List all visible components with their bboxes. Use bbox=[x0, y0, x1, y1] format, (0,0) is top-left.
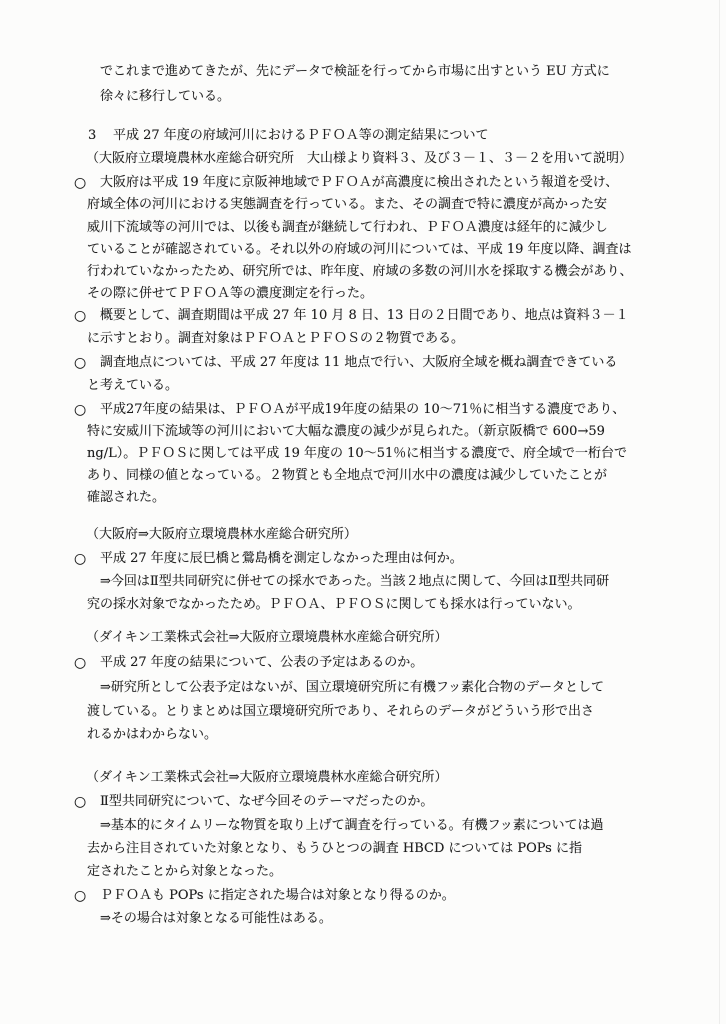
question-text: 平成 27 年度に辰巳橋と鶯島橋を測定しなかった理由は何か。 bbox=[100, 551, 463, 566]
section-note: （大阪府立環境農林水産総合研究所 大山様より資料３、及び３－１、３－２を用いて説明） bbox=[86, 151, 633, 166]
answer-line: 究の採水対象でなかったため。ＰＦＯＡ、ＰＦＯＳに関しても採水は行っていない。 bbox=[87, 597, 581, 612]
section-number: 3 bbox=[88, 128, 97, 143]
paragraph-line: 調査地点については、平成 27 年度は 11 地点で行い、大阪府全域を概ね調査できている bbox=[100, 355, 618, 370]
answer-line: 去から注目されていた対象となり、もうひとつの調査 HBCD については POPs に指 bbox=[87, 841, 582, 856]
paragraph-line: 府域全体の河川における実態調査を行っている。また、その調査で特に濃度が高かった安 bbox=[87, 197, 608, 212]
answer-line: 渡している。とりまとめは国立環境研究所であり、それらのデータがどういう形で出さ bbox=[87, 704, 595, 719]
intro-line: でこれまで進めてきたが、先にデータで検証を行ってから市場に出すという EU 方式に bbox=[100, 64, 610, 79]
section-title: 平成 27 年度の府域河川におけるＰＦＯＡ等の測定結果について bbox=[113, 128, 489, 143]
paragraph-line: 行われていなかったため、研究所では、昨年度、府域の多数の河川水を採取する機会があり、 bbox=[87, 264, 633, 279]
bullet-marker: ○ bbox=[74, 551, 87, 567]
bullet-marker: ○ bbox=[74, 402, 87, 418]
answer-line: ⇒研究所として公表予定はないが、国立環境研究所に有機フッ素化合物のデータとして bbox=[100, 680, 604, 695]
paragraph-line: 特に安威川下流域等の河川において大幅な濃度の減少が見られた。（新京阪橋で 600→59 bbox=[87, 424, 605, 439]
paragraph-line: 威川下流域等の河川では、以後も調査が継続して行われ、ＰＦＯＡ濃度は経年的に減少し bbox=[87, 220, 608, 235]
qa-direction: （ダイキン工業株式会社⇒大阪府立環境農林水産総合研究所） bbox=[86, 770, 448, 785]
paragraph-line: その際に併せてＰＦＯＡ等の濃度測定を行った。 bbox=[87, 286, 374, 301]
bullet-marker: ○ bbox=[74, 355, 87, 371]
answer-line: 定されたことから対象となった。 bbox=[87, 864, 283, 879]
question-text: Ⅱ型共同研究について、なぜ今回そのテーマだったのか。 bbox=[100, 794, 434, 809]
paragraph-line: 大阪府は平成 19 年度に京阪神地域でＰＦＯＡが高濃度に検出されたという報道を受け、 bbox=[100, 175, 619, 190]
answer-line: れるかはわからない。 bbox=[87, 727, 218, 742]
paragraph-line: 概要として、調査期間は平成 27 年 10 月 8 日、13 日の２日間であり、地点は資料３－１ bbox=[100, 308, 629, 323]
paragraph-line: に示すとおり。調査対象はＰＦＯＡとＰＦＯＳの２物質である。 bbox=[87, 331, 465, 346]
paragraph-line: と考えている。 bbox=[87, 378, 179, 393]
qa-direction: （大阪府⇒大阪府立環境農林水産総合研究所） bbox=[86, 527, 357, 542]
qa-direction: （ダイキン工業株式会社⇒大阪府立環境農林水産総合研究所） bbox=[86, 630, 448, 645]
paragraph-line: ng/L）。ＰＦＯＳに関しては平成 19 年度の 10～51％に相当する濃度で、府全域で一桁台で bbox=[87, 446, 627, 461]
bullet-marker: ○ bbox=[74, 175, 87, 191]
intro-line: 徐々に移行している。 bbox=[100, 89, 231, 104]
question-text: 平成 27 年度の結果について、公表の予定はあるのか。 bbox=[100, 655, 424, 670]
paragraph-line: 平成27年度の結果は、ＰＦＯＡが平成19年度の結果の 10～71％に相当する濃度であり、 bbox=[100, 402, 626, 417]
answer-line: ⇒今回はⅡ型共同研究に併せての採水であった。当該２地点に関して、今回はⅡ型共同研 bbox=[100, 574, 610, 589]
answer-line: ⇒その場合は対象となる可能性はある。 bbox=[100, 911, 332, 926]
bullet-marker: ○ bbox=[74, 655, 87, 671]
paragraph-line: ていることが確認されている。それ以外の府域の河川については、平成 19 年度以降、調査は bbox=[87, 242, 632, 257]
answer-line: ⇒基本的にタイムリーな物質を取り上げて調査を行っている。有機フッ素については過 bbox=[100, 818, 604, 833]
paragraph-line: あり、同様の値となっている。２物質とも全地点で河川水中の濃度は減少していたことが bbox=[87, 468, 608, 483]
bullet-marker: ○ bbox=[74, 308, 87, 324]
question-text: ＰＦＯＡも POPs に指定された場合は対象となり得るのか。 bbox=[100, 888, 455, 903]
bullet-marker: ○ bbox=[74, 888, 87, 904]
paragraph-line: 確認された。 bbox=[87, 490, 166, 505]
bullet-marker: ○ bbox=[74, 794, 87, 810]
